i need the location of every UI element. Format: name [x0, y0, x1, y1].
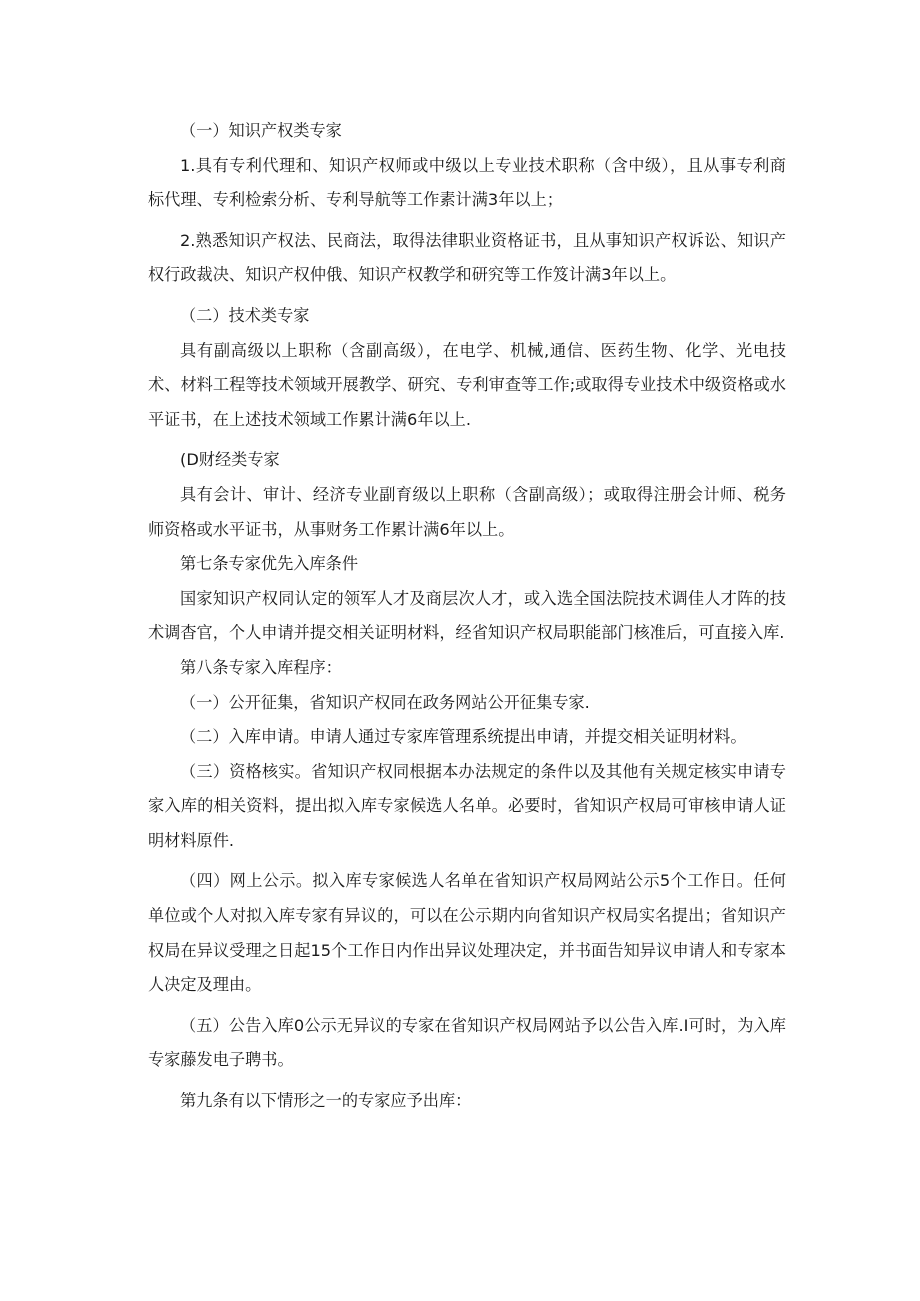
paragraph-ip-requirement-2: 2.熟悉知识产权法、民商法，取得法律职业资格证书，且从事知识产权诉讼、知识产权行政裁决、知识产权仲俄、知识产权教学和研究等工作笈计满3年以上。: [148, 230, 786, 285]
document-body: [148, 114, 786, 1119]
article-8-heading: 第八条专家入库程序：: [180, 657, 342, 677]
paragraph-step-1: （一）公开征集，省知识产权同在政务网站公开征集专家.: [180, 692, 590, 712]
paragraph-step-5: （五）公告入库0公示无异议的专家在省知识产权局网站予以公告入库.I可时，为入库专家藤发电子聘书。: [148, 1015, 786, 1070]
article-7-heading: 第七条专家优先入库条件: [180, 554, 359, 574]
paragraph-step-4: （四）网上公示。拟入库专家候选人名单在省知识产权局网站公示5个工作日。任何单位或个人对拟入库专家有异议的，可以在公示期内向省知识产权局实名提出；省知识产权局在异议受理之日起15个工作日内作出异议处理决定，并书面告知异议申请人和专家本人决定及理由。: [148, 871, 786, 995]
paragraph-finance-requirement: 具有会计、审计、经济专业副育级以上职称（含副高级）；或取得注册会计师、税务师资格或水平证书，从事财务工作累计满6年以上。: [148, 484, 786, 539]
paragraph-step-3: （三）资格核实。省知识产权同根据本办法规定的条件以及其他有关规定核实申请专家入库的相关资料，提出拟入库专家候选人名单。必要时，省知识产权局可审核申请人证明材料原件.: [148, 761, 786, 850]
section-heading-tech-experts: （二）技术类专家: [180, 305, 310, 325]
section-heading-ip-experts: （一）知识产权类专家: [180, 121, 342, 140]
paragraph-step-2: （二）入库申请。申请人通过专家库管理系统提出申请，并提交相关证明材料。: [180, 727, 747, 747]
paragraph-ip-requirement-1: 1.具有专利代理和、知识产权师或中级以上专业技术职称（含中级），且从事专利商标代理、专利检索分析、专利导航等工作素计满3年以上；: [148, 155, 786, 210]
paragraph-article-7: 国家知识产权同认定的领军人才及商层次人才，或入选全国法院技术调佳人才阵的技术调杳官，个人申请并提交相关证明材料，经省知识产权局职能部门核准后，可直接入库.: [148, 588, 786, 643]
paragraph-tech-requirement: 具有副高级以上职称（含副高级），在电学、机械,通信、医药生物、化学、光电技术、材料工程等技术领域开展教学、研究、专利审查等工作;或取得专业技术中级资格或水平证书，在上述技术领域工作累计满6年以上.: [148, 340, 786, 429]
article-9-heading: 第九条有以下情形之一的专家应予出库：: [180, 1091, 472, 1111]
section-heading-finance-experts: (D财经类专家: [180, 450, 280, 470]
